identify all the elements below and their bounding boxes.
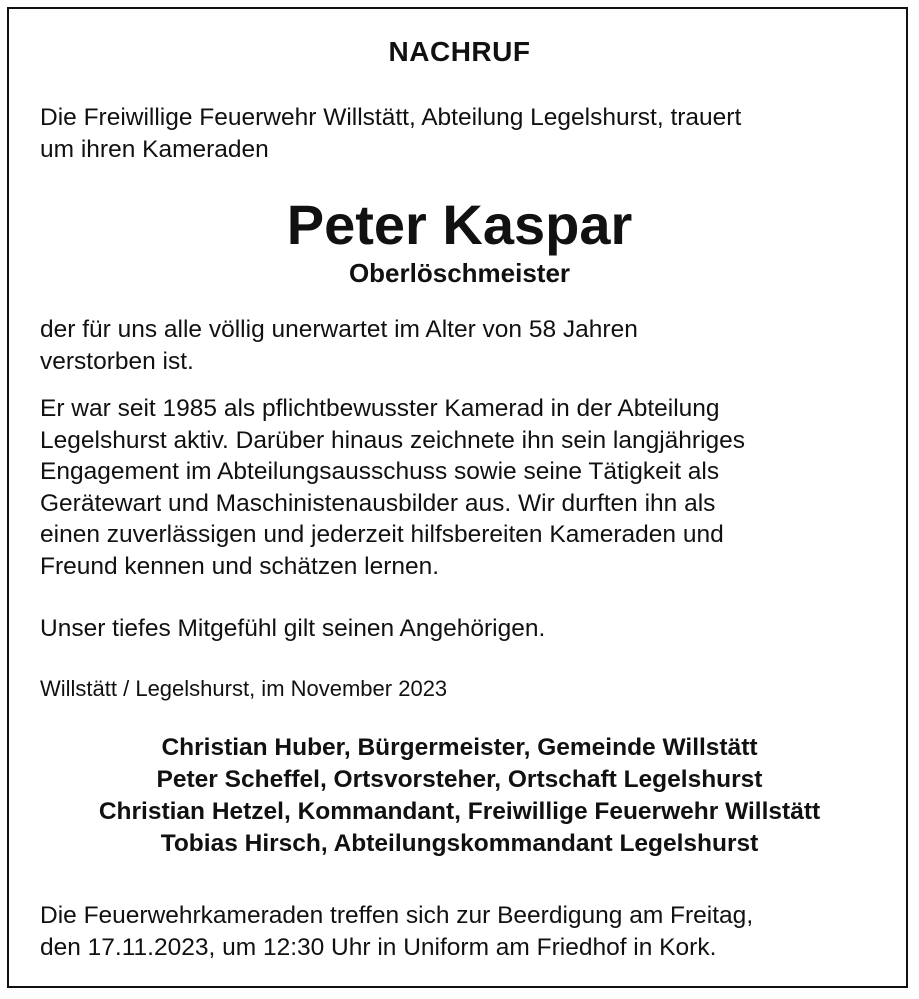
tribute-line: Legelshurst aktiv. Darüber hinaus zeichnete ihn sein langjähriges	[40, 426, 746, 454]
notice-title: NACHRUF	[388, 36, 531, 67]
death-notice-line: verstorben ist.	[40, 347, 194, 375]
tribute-line: Gerätewart und Maschinistenausbilder aus. Wir durften ihn als	[40, 489, 716, 517]
signatory: Tobias Hirsch, Abteilungskommandant Legelshurst	[160, 830, 759, 857]
funeral-line: Die Feuerwehrkameraden treffen sich zur Beerdigung am Freitag,	[40, 902, 754, 929]
signatory: Peter Scheffel, Ortsvorsteher, Ortschaft Legelshurst	[156, 766, 763, 793]
intro-line: Die Freiwillige Feuerwehr Willstätt, Abteilung Legelshurst, trauert	[40, 104, 742, 131]
tribute-line: Engagement im Abteilungsausschuss sowie seine Tätigkeit als	[40, 458, 720, 485]
tribute-line: einen zuverlässigen und jederzeit hilfsbereiten Kameraden und	[40, 521, 724, 548]
tribute-line: Er war seit 1985 als pflichtbewusster Kamerad in der Abteilung	[40, 395, 720, 422]
tribute-line: Freund kennen und schätzen lernen.	[40, 552, 440, 580]
signatories	[0, 732, 919, 860]
deceased-name: Peter Kaspar	[286, 193, 633, 256]
deceased-rank: Oberlöschmeister	[348, 258, 571, 288]
tribute-paragraph	[40, 393, 745, 582]
death-notice-line: der für uns alle völlig unerwartet im Alter von 58 Jahren	[40, 316, 638, 343]
intro-line: um ihren Kameraden	[40, 135, 269, 163]
signatory: Christian Huber, Bürgermeister, Gemeinde Willstätt	[161, 734, 758, 761]
signatory: Christian Hetzel, Kommandant, Freiwillige Feuerwehr Willstätt	[98, 798, 821, 825]
intro-paragraph	[40, 102, 741, 165]
funeral-line: den 17.11.2023, um 12:30 Uhr in Uniform am Friedhof in Kork.	[40, 933, 717, 961]
death-notice-paragraph	[40, 314, 638, 377]
condolence-line: Unser tiefes Mitgefühl gilt seinen Angehörigen.	[40, 615, 546, 642]
place-date: Willstätt / Legelshurst, im November 2023	[40, 676, 448, 701]
funeral-paragraph	[40, 900, 753, 963]
